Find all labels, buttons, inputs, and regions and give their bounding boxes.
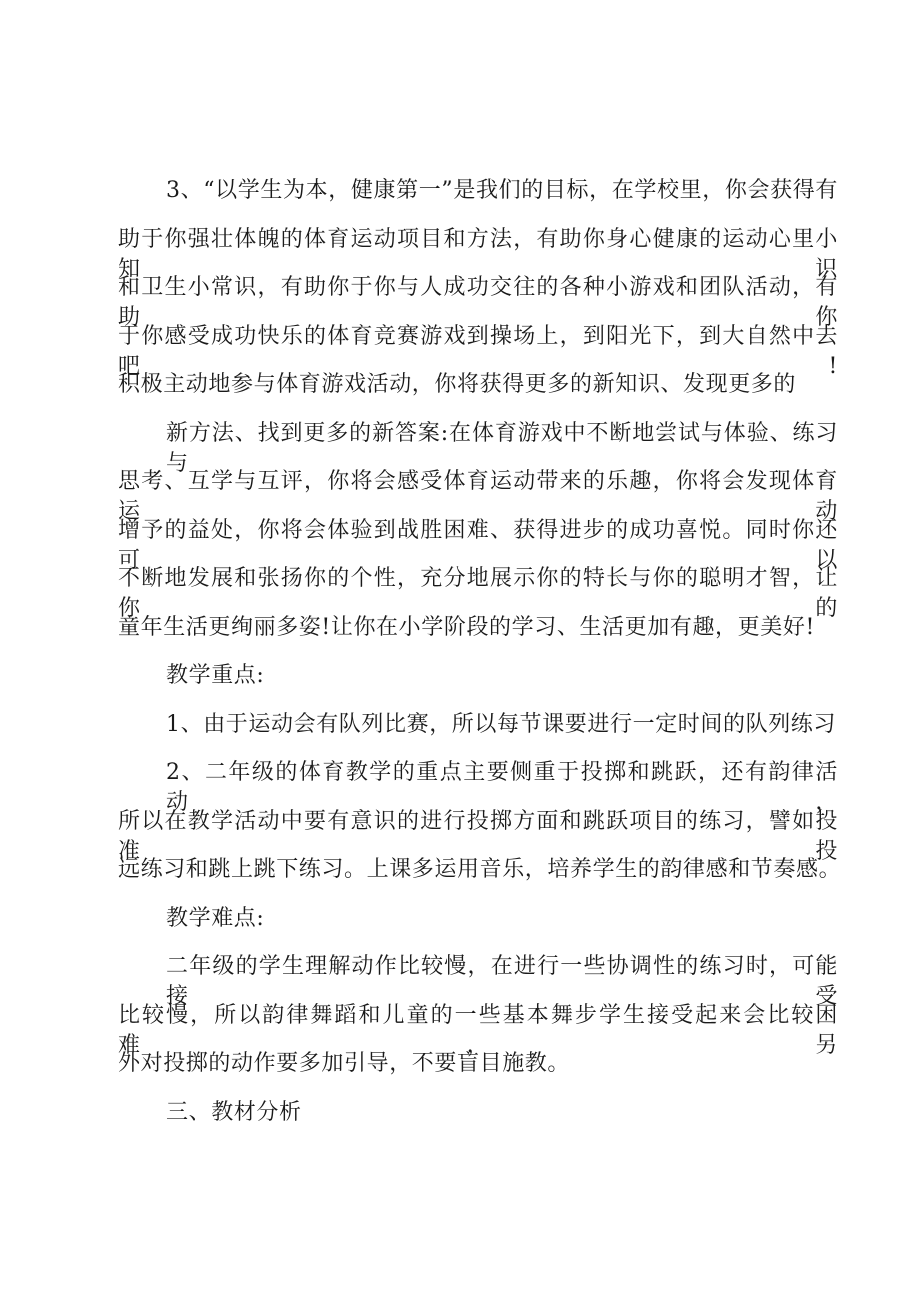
paragraph-line: 增予的益处，你将会体验到战胜困难、获得进步的成功喜悦。同时你还可以 [118,518,838,573]
paragraph-line: 远练习和跳上跳下练习。上课多运用音乐，培养学生的韵律感和节奏感。 [118,857,842,882]
list-item: 2、二年级的体育教学的重点主要侧重于投掷和跳跃，还有韵律活动， [166,760,838,815]
paragraph-line: 比较慢，所以韵律舞蹈和儿童的一些基本舞步学生接受起来会比较困难，另 [118,1003,838,1058]
paragraph-line: 新方法、找到更多的新答案:在体育游戏中不断地尝试与体验、练习与 [166,421,838,476]
paragraph-line: 于你感受成功快乐的体育竞赛游戏到操场上，到阳光下，到大自然中去吧! [118,324,838,379]
paragraph-line: 和卫生小常识，有助你于你与人成功交往的各种小游戏和团队活动，有助你 [118,275,838,330]
paragraph-line: 思考、互学与互评，你将会感受体育运动带来的乐趣，你将会发现体育运动 [118,469,838,524]
list-item: 1、由于运动会有队列比赛，所以每节课要进行一定时间的队列练习 [166,712,836,737]
paragraph-line: 外对投掷的动作要多加引导，不要盲目施教。 [118,1051,571,1076]
paragraph-line: 积极主动地参与体育游戏活动，你将获得更多的新知识、发现更多的 [118,372,797,397]
paragraph-line: 童年生活更绚丽多姿!让你在小学阶段的学习、生活更加有趣，更美好! [118,615,815,640]
paragraph-line: 助于你强壮体魄的体育运动项目和方法，有助你身心健康的运动心里小知识 [118,227,838,282]
section-heading-key-points: 教学重点: [166,663,265,688]
paragraph-line: 3、“以学生为本，健康第一”是我们的目标，在学校里，你会获得有 [166,178,838,203]
section-heading-materials: 三、教材分析 [166,1100,302,1125]
paragraph-line: 不断地发展和张扬你的个性，充分地展示你的特长与你的聪明才智，让你的 [118,566,838,621]
paragraph-line: 所以在教学活动中要有意识的进行投掷方面和跳跃项目的练习，譬如投准投 [118,809,838,864]
section-heading-difficulties: 教学难点: [166,906,265,931]
paragraph-line: 二年级的学生理解动作比较慢，在进行一些协调性的练习时，可能接受 [166,954,838,1009]
